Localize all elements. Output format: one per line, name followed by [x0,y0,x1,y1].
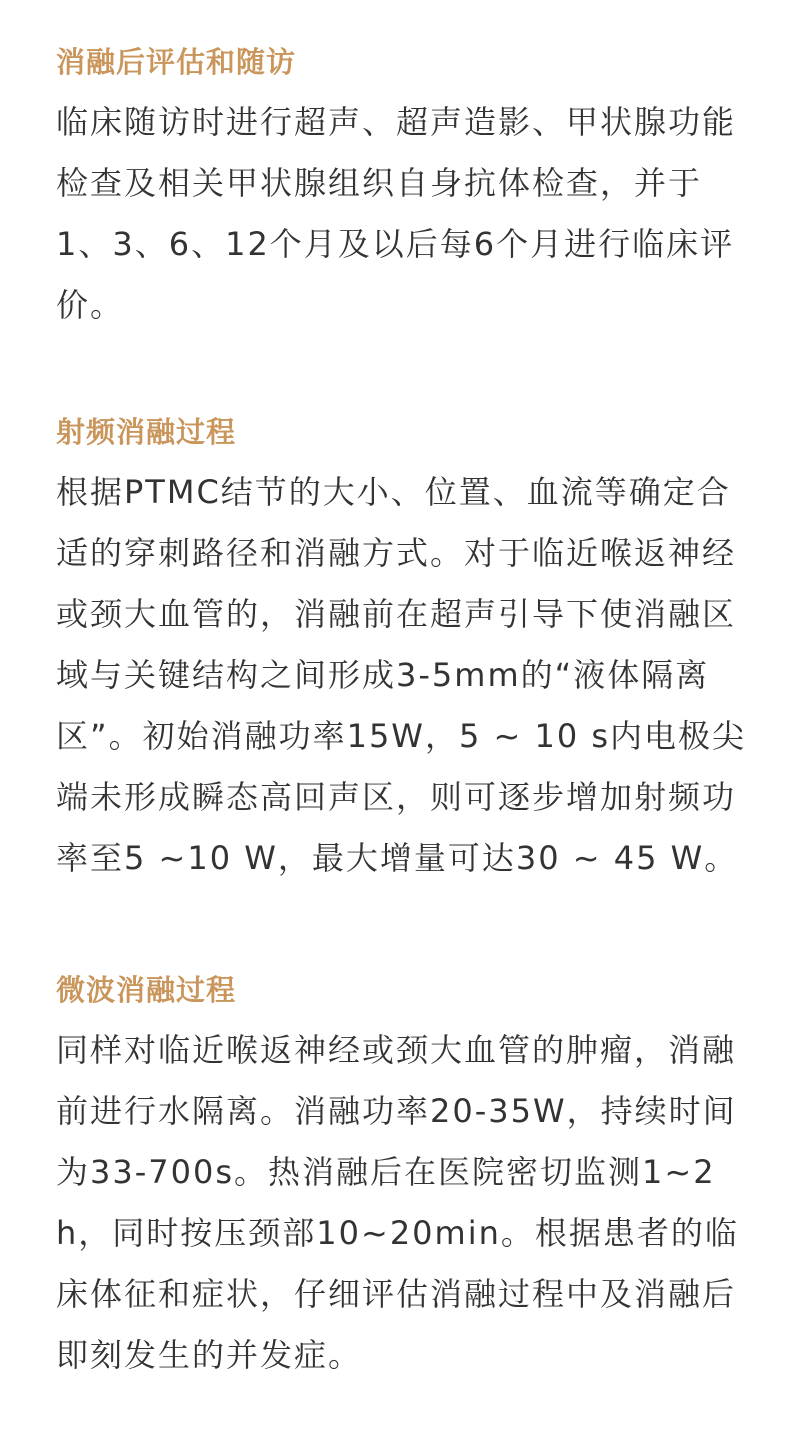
section-heading: 射频消融过程 [56,415,237,449]
paragraph-line: 率至5 ~10 W，最大增量可达30 ~ 45 W。 [56,839,739,877]
section-radiofrequency-ablation [56,412,746,889]
paragraph-line: 即刻发生的并发症。 [56,1336,363,1374]
paragraph-line: 根据PTMC结节的大小、位置、血流等确定合 [56,473,731,511]
paragraph-line: 为33-700s。热消融后在医院密切监测1~2 [56,1153,716,1191]
paragraph-line: 价。 [56,286,125,324]
paragraph-line: 1、3、6、12个月及以后每6个月进行临床评 [56,225,735,263]
paragraph-line: 前进行水隔离。消融功率20-35W，持续时间 [56,1092,737,1130]
paragraph-line: 床体征和症状，仔细评估消融过程中及消融后 [56,1275,737,1313]
paragraph-line: 区”。初始消融功率15W，5 ~ 10 s内电极尖 [56,717,747,755]
section-heading: 消融后评估和随访 [56,45,297,79]
paragraph-line: 检查及相关甲状腺组织自身抗体检查，并于 [56,164,703,202]
section-ablation-followup [56,42,746,336]
paragraph-line: 或颈大血管的，消融前在超声引导下使消融区 [56,595,737,633]
paragraph-line: 适的穿刺路径和消融方式。对于临近喉返神经 [56,534,737,572]
section-body [56,462,746,889]
paragraph-line: 临床随访时进行超声、超声造影、甲状腺功能 [56,103,737,141]
paragraph-line: h，同时按压颈部10~20min。根据患者的临 [56,1214,739,1252]
paragraph-line: 同样对临近喉返神经或颈大血管的肿瘤，消融 [56,1031,737,1069]
section-heading: 微波消融过程 [56,973,237,1007]
section-body [56,92,746,336]
section-body [56,1020,746,1386]
paragraph-line: 端未形成瞬态高回声区，则可逐步增加射频功 [56,778,737,816]
paragraph-line: 域与关键结构之间形成3-5mm的“液体隔离 [56,656,710,694]
section-microwave-ablation [56,970,746,1386]
